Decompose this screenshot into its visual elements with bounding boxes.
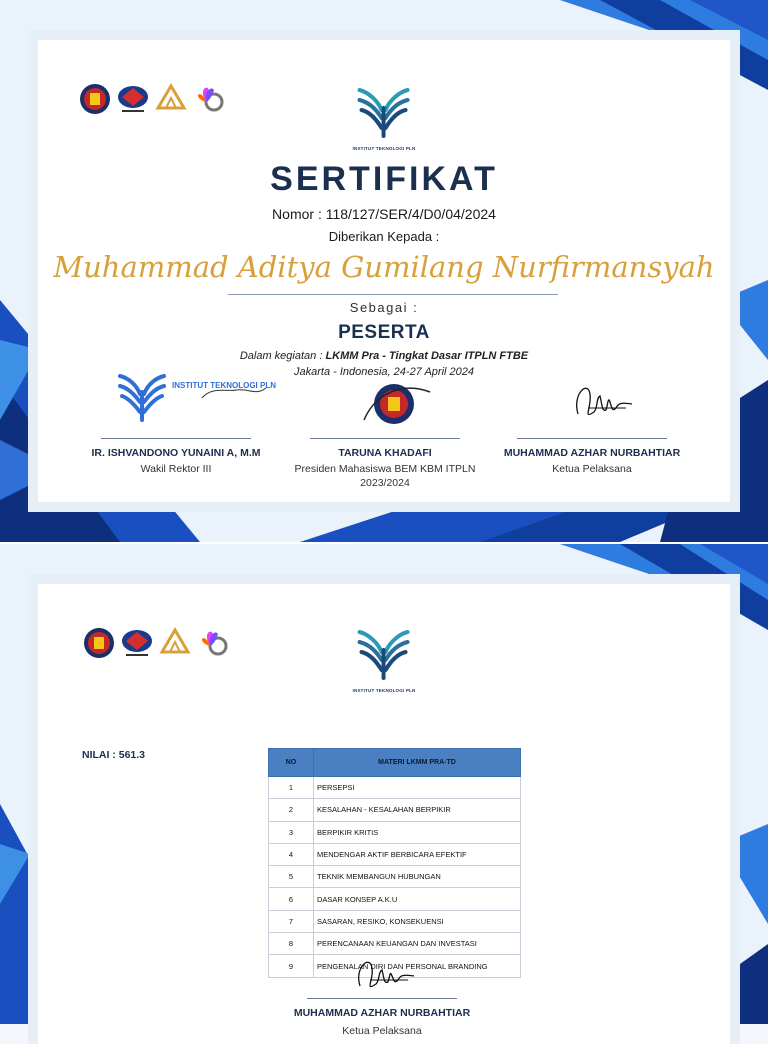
signature-line (101, 438, 251, 439)
row-materi: PENGENALAN DIRI DAN PERSONAL BRANDING (314, 955, 521, 977)
table-row (269, 888, 521, 910)
certificate-title: SERTIFIKAT (270, 160, 498, 198)
certificate-number: Nomor : 118/127/SER/4/D0/04/2024 (272, 206, 496, 222)
row-materi: SASARAN, RESIKO, KONSEKUENSI (314, 910, 521, 932)
signatory-title-period: 2023/2024 (360, 477, 410, 489)
row-no: 8 (269, 933, 314, 955)
bem-stamp-signature-icon (356, 372, 436, 434)
gold-triangle-logo-icon (158, 626, 192, 660)
colorful-lotus-logo-icon (192, 82, 226, 116)
institute-caption: INSTITUT TEKNOLOGI PLN (352, 146, 416, 151)
row-no: 9 (269, 955, 314, 977)
activity-line (38, 350, 730, 362)
table-row (269, 910, 521, 932)
table-row (269, 777, 521, 799)
itpln-book-icon (354, 82, 414, 140)
name-underline (228, 294, 558, 295)
signatory-title: Presiden Mahasiswa BEM KBM ITPLN (294, 463, 476, 475)
given-to-label: Diberikan Kepada : (328, 229, 440, 244)
row-no: 7 (269, 910, 314, 932)
row-materi: PERENCANAAN KEUANGAN DAN INVESTASI (314, 933, 521, 955)
column-header-materi: MATERI LKMM PRA-TD (314, 749, 521, 777)
row-materi: KESALAHAN - KESALAHAN BERPIKIR (314, 799, 521, 821)
place-date: Jakarta - Indonesia, 24-27 April 2024 (294, 366, 474, 378)
signature-line (517, 438, 667, 439)
itpln-logo-signature-icon (116, 370, 276, 432)
table-row (269, 821, 521, 843)
kbm-emblem-icon (120, 626, 154, 660)
table-row (269, 843, 521, 865)
signatory-title: Ketua Pelaksana (552, 463, 632, 475)
signatory-3 (482, 438, 702, 476)
recipient-name: Muhammad Aditya Gumilang Nurfirmansyah (53, 250, 715, 284)
bem-emblem-icon (82, 626, 116, 660)
handwritten-signature-icon (350, 950, 420, 1000)
kbm-emblem-icon (116, 82, 150, 116)
institute-logo (353, 624, 416, 693)
row-materi: PERSEPSI (314, 777, 521, 799)
gold-triangle-logo-icon (154, 82, 188, 116)
row-materi: TEKNIK MEMBANGUN HUBUNGAN (314, 866, 521, 888)
bem-emblem-icon (78, 82, 112, 116)
itpln-book-icon (354, 624, 414, 682)
institute-caption: INSTITUT TEKNOLOGI PLN (352, 688, 416, 693)
row-no: 6 (269, 888, 314, 910)
table-header-row (269, 749, 521, 777)
signature-line (310, 438, 460, 439)
signatory-2 (275, 438, 495, 490)
signatory-1 (66, 438, 286, 476)
signatory-name: IR. ISHVANDONO YUNAINI A, M.M (91, 447, 261, 459)
certificate-page-back (0, 544, 768, 1037)
score-label: NILAI : 561.3 (82, 749, 146, 761)
column-header-no: NO (269, 749, 314, 777)
row-no: 3 (269, 821, 314, 843)
signatory-name: TARUNA KHADAFI (338, 447, 432, 459)
partner-logos (78, 82, 226, 116)
signatory-title: Ketua Pelaksana (342, 1025, 422, 1037)
activity-prefix: Dalam kegiatan : (239, 350, 326, 362)
row-materi: MENDENGAR AKTIF BERBICARA EFEKTIF (314, 843, 521, 865)
signature-logo-text: INSTITUT TEKNOLOGI PLN (172, 381, 276, 390)
signatory-name: MUHAMMAD AZHAR NURBAHTIAR (503, 447, 681, 459)
signatory-title: Wakil Rektor III (140, 463, 212, 475)
certificate-card-back (28, 574, 740, 1044)
handwritten-signature-icon (568, 374, 638, 430)
activity-name: LKMM Pra - Tingkat Dasar ITPLN FTBE (325, 350, 529, 362)
participant-role: PESERTA (338, 322, 430, 343)
row-no: 4 (269, 843, 314, 865)
partner-logos (82, 626, 230, 660)
colorful-lotus-logo-icon (196, 626, 230, 660)
table-row (269, 799, 521, 821)
materials-table (268, 748, 521, 978)
institute-logo (353, 82, 416, 151)
row-no: 1 (269, 777, 314, 799)
table-row (269, 866, 521, 888)
as-label: Sebagai : (349, 300, 419, 315)
certificate-card (28, 30, 740, 512)
row-no: 5 (269, 866, 314, 888)
signatory-name: MUHAMMAD AZHAR NURBAHTIAR (293, 1007, 471, 1019)
row-no: 2 (269, 799, 314, 821)
signature-line (307, 998, 457, 999)
row-materi: DASAR KONSEP A.K.U (314, 888, 521, 910)
signatory-back (272, 998, 492, 1037)
row-materi: BERPIKIR KRITIS (314, 821, 521, 843)
